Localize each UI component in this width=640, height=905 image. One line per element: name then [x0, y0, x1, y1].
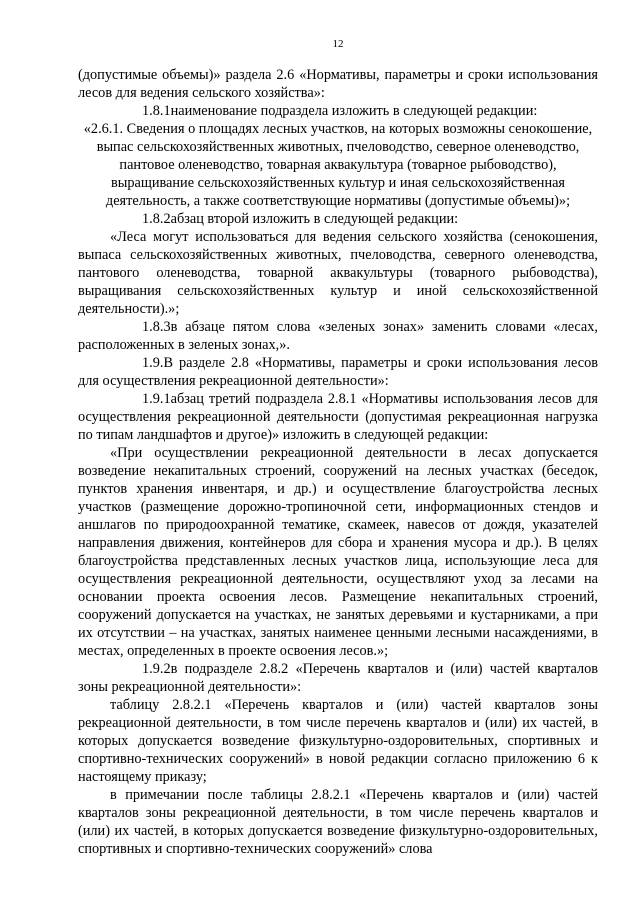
paragraph: 1.8.2абзац второй изложить в следующей редакции:	[78, 210, 598, 228]
paragraph: в примечании после таблицы 2.8.2.1 «Перечень кварталов и (или) частей кварталов зоны рекреационной деятельности, в том числе перечень кварталов и (или) их частей, в которых допускается возведение физкультурно-оздоровительных, спортивных и спортивно-технических сооружений» слова	[78, 787, 598, 857]
paragraph: 1.9.В разделе 2.8 «Нормативы, параметры и сроки использования лесов для осуществления рекреационной деятельности»:	[78, 355, 598, 389]
paragraph: «При осуществлении рекреационной деятельности в лесах допускается возведение некапитальных строений, сооружений на лесных участках (беседок, пунктов хранения инвентаря, и др.) и осуществление благоустройства лесных участков (размещение дорожно-тропиночной сети, информационных стендов и аншлагов по природоохранной тематике, скамеек, навесов от дождя, указателей направления движения, контейнеров для сбора и хранения мусора и др.). В целях благоустройства представленных лесных участков лица, использующие леса для осуществления рекреационной деятельности, осуществляют уход за лесами на основании проекта освоения лесов. Размещение некапитальных строений, сооружений допускается на участках, не занятых деревьями и кустарниками, а при их отсутствии – на участках, занятых наименее ценными лесными насаждениями, в местах, определенных в проекте освоения лесов.»;	[78, 445, 598, 659]
clause-number: 1.9.1	[142, 391, 171, 407]
clause-number: 1.9.	[142, 355, 164, 371]
paragraph: (допустимые объемы)» раздела 2.6 «Нормативы, параметры и сроки использования лесов для ведения сельского хозяйства»:	[78, 67, 598, 101]
paragraph: 1.8.1наименование подраздела изложить в следующей редакции:	[78, 102, 598, 120]
paragraph: «2.6.1. Сведения о площадях лесных участков, на которых возможны сенокошение, выпас сельскохозяйственных животных, пчеловодство, северное оленеводство, пантовое оленеводство, товарная аквакультура (товарное рыбоводство), выращивание сельскохозяйственных культур и иная сельскохозяйственная деятельность, а также соответствующие нормативы (допустимые объемы)»;	[83, 121, 593, 209]
paragraph: таблицу 2.8.2.1 «Перечень кварталов и (или) частей кварталов зоны рекреационной деятельности, в том числе перечень кварталов и (или) их частей, в которых допускается возведение физкультурно-оздоровительных, спортивных и спортивно-технических сооружений» в новой редакции согласно приложению 6 к настоящему приказу;	[78, 697, 598, 785]
paragraph: 1.9.2в подразделе 2.8.2 «Перечень кварталов и (или) частей кварталов зоны рекреационной деятельности»:	[78, 661, 598, 695]
clause-number: 1.8.3	[142, 319, 171, 335]
paragraph: 1.8.3в абзаце пятом слова «зеленых зонах» заменить словами «лесах, расположенных в зеленых зонах,».	[78, 319, 598, 353]
clause-number: 1.9.2	[142, 661, 171, 677]
clause-number: 1.8.2	[142, 211, 171, 227]
document-body	[78, 66, 598, 858]
clause-number: 1.8.1	[142, 103, 171, 119]
page-number: 12	[332, 38, 344, 50]
paragraph: 1.9.1абзац третий подраздела 2.8.1 «Нормативы использования лесов для осуществления рекреационной деятельности (допустимая рекреационная нагрузка по типам ландшафтов и другое)» изложить в следующей редакции:	[78, 391, 598, 443]
paragraph: «Леса могут использоваться для ведения сельского хозяйства (сенокошения, выпаса сельскохозяйственных животных, пчеловодства, северного оленеводства, пантового оленеводства, товарной аквакультуры (товарного рыбоводства), выращивания сельскохозяйственных культур и иной сельскохозяйственной деятельности).»;	[78, 229, 598, 317]
